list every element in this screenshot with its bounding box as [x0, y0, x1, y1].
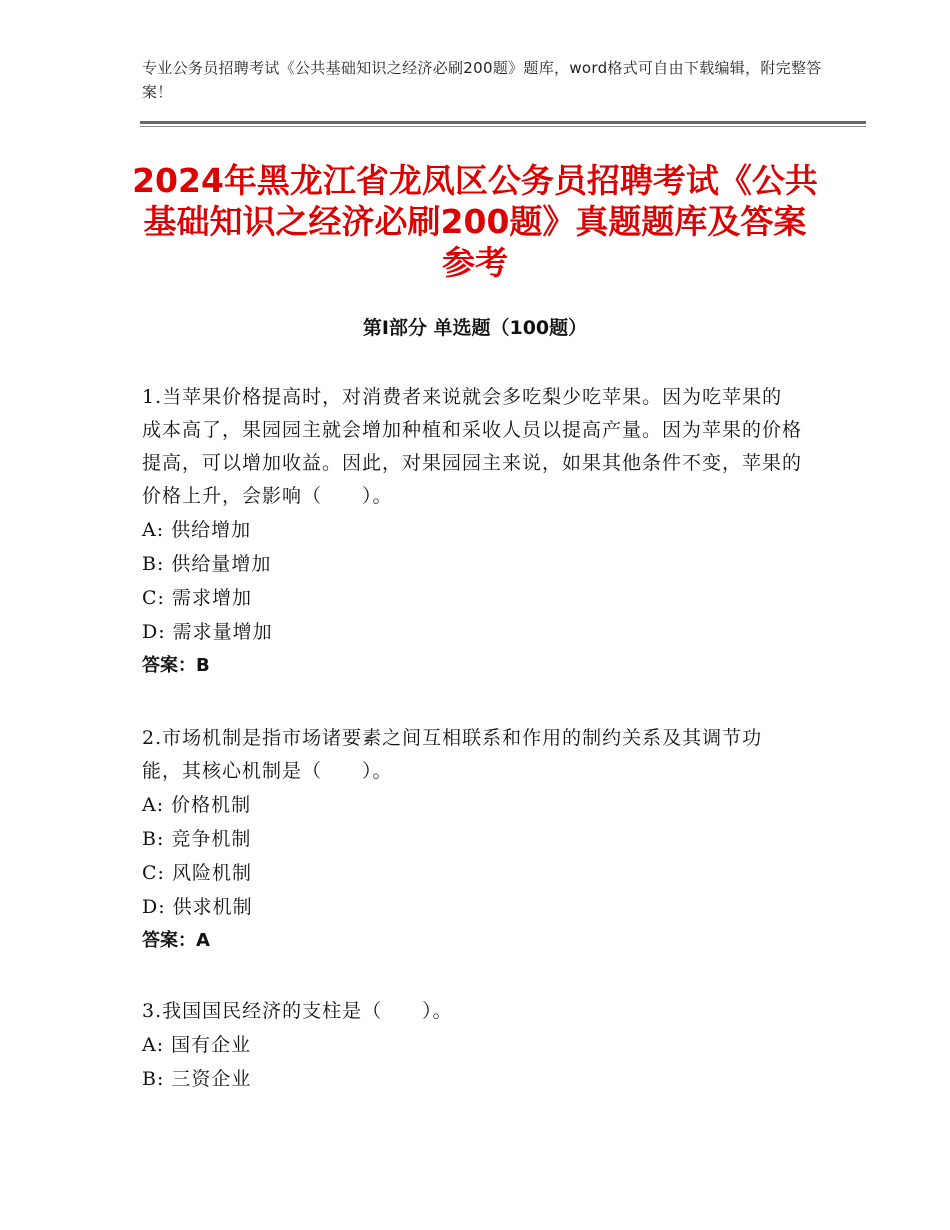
- header-rule-thin: [140, 126, 866, 127]
- document-title: 2024年黑龙江省龙凤区公务员招聘考试《公共基础知识之经济必刷200题》真题题库及答案参考: [132, 161, 818, 282]
- option-b: B: 三资企业: [142, 1068, 252, 1090]
- question-stem: 3.我国国民经济的支柱是（ ）。: [142, 1000, 453, 1022]
- question-3: [142, 995, 802, 1096]
- option-a: A: 供给增加: [142, 519, 252, 541]
- option-a: A: 价格机制: [142, 794, 252, 816]
- question-stem: 2.市场机制是指市场诸要素之间互相联系和作用的制约关系及其调节功能，其核心机制是（ ）。: [142, 727, 763, 782]
- option-d: D: 供求机制: [142, 896, 253, 918]
- option-d: D: 需求量增加: [142, 621, 273, 643]
- option-a: A: 国有企业: [142, 1034, 252, 1056]
- answer: 答案：B: [142, 655, 210, 676]
- option-b: B: 供给量增加: [142, 553, 272, 575]
- question-stem: 1.当苹果价格提高时，对消费者来说就会多吃梨少吃苹果。因为吃苹果的成本高了，果园园主就会增加种植和采收人员以提高产量。因为苹果的价格提高，可以增加收益。因此，对果园园主来说，如果其他条件不变，苹果的价格上升，会影响（ ）。: [142, 386, 803, 507]
- section-title: 第I部分 单选题（100题）: [362, 317, 588, 339]
- header-rule-thick: [140, 121, 866, 124]
- option-c: C: 风险机制: [142, 862, 252, 884]
- option-c: C: 需求增加: [142, 587, 252, 609]
- option-b: B: 竞争机制: [142, 828, 252, 850]
- question-2: [142, 722, 802, 958]
- answer: 答案：A: [142, 930, 210, 951]
- header-note: 专业公务员招聘考试《公共基础知识之经济必刷200题》题库，word格式可自由下载编辑，附完整答案！: [142, 59, 822, 101]
- question-1: [142, 381, 802, 683]
